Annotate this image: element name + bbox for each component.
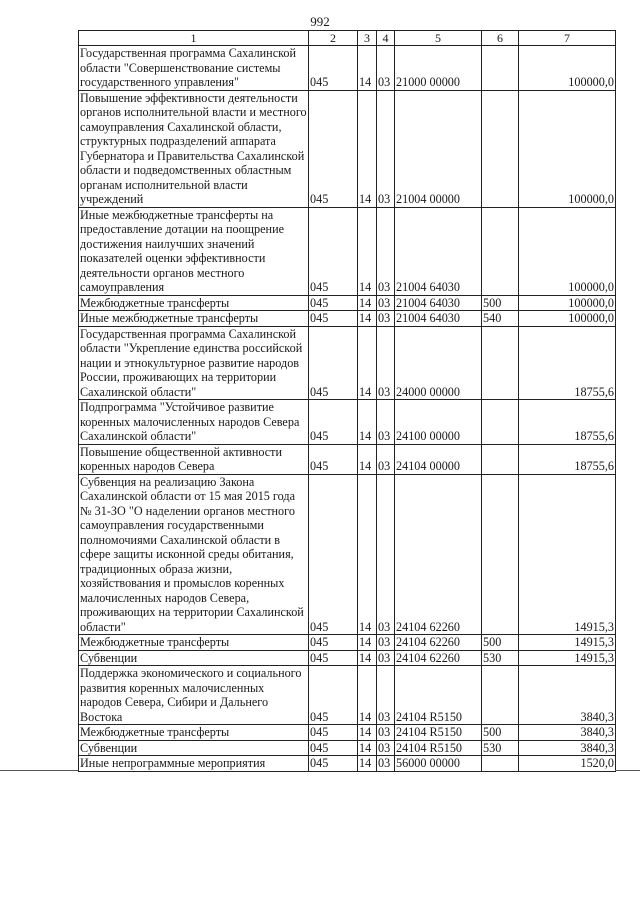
- column-header: 4: [377, 31, 395, 46]
- target-code-cell: 24104 R5150: [395, 725, 482, 741]
- target-code-cell: 21000 00000: [395, 46, 482, 91]
- amount-cell: 100000,0: [519, 46, 616, 91]
- admin-code-cell: 045: [309, 725, 358, 741]
- table-row: [79, 207, 616, 295]
- subsection-code-cell: 03: [377, 400, 395, 445]
- section-code-cell: 14: [358, 756, 377, 772]
- amount-cell: 18755,6: [519, 444, 616, 474]
- section-code-cell: 14: [358, 46, 377, 91]
- table-row: [79, 311, 616, 327]
- header-row: [79, 31, 616, 46]
- subsection-code-cell: 03: [377, 326, 395, 400]
- table-row: [79, 400, 616, 445]
- row-name-cell: Иные межбюджетные трансферты: [79, 311, 309, 327]
- section-code-cell: 14: [358, 666, 377, 725]
- section-code-cell: 14: [358, 740, 377, 756]
- admin-code-cell: 045: [309, 740, 358, 756]
- admin-code-cell: 045: [309, 444, 358, 474]
- target-code-cell: 21004 00000: [395, 90, 482, 207]
- admin-code-cell: 045: [309, 295, 358, 311]
- expense-type-cell: 500: [482, 295, 519, 311]
- subsection-code-cell: 03: [377, 90, 395, 207]
- section-code-cell: 14: [358, 474, 377, 635]
- admin-code-cell: 045: [309, 311, 358, 327]
- row-name-cell: Подпрограмма "Устойчивое развитие коренных малочисленных народов Севера Сахалинской области": [79, 400, 309, 445]
- subsection-code-cell: 03: [377, 207, 395, 295]
- amount-cell: 100000,0: [519, 207, 616, 295]
- expense-type-cell: 530: [482, 740, 519, 756]
- table-row: [79, 474, 616, 635]
- target-code-cell: 24104 62260: [395, 474, 482, 635]
- table-row: [79, 46, 616, 91]
- target-code-cell: 21004 64030: [395, 295, 482, 311]
- expense-type-cell: [482, 474, 519, 635]
- subsection-code-cell: 03: [377, 725, 395, 741]
- amount-cell: 14915,3: [519, 650, 616, 666]
- admin-code-cell: 045: [309, 90, 358, 207]
- target-code-cell: 21004 64030: [395, 207, 482, 295]
- target-code-cell: 24104 62260: [395, 650, 482, 666]
- admin-code-cell: 045: [309, 207, 358, 295]
- row-name-cell: Иные непрограммные мероприятия: [79, 756, 309, 772]
- scan-artifact-line: [615, 770, 640, 771]
- admin-code-cell: 045: [309, 635, 358, 651]
- row-name-cell: Государственная программа Сахалинской области "Совершенствование системы государственного управления": [79, 46, 309, 91]
- row-name-cell: Поддержка экономического и социального развития коренных малочисленных народов Севера, Сибири и Дальнего Востока: [79, 666, 309, 725]
- budget-table: [78, 30, 616, 772]
- target-code-cell: 24104 00000: [395, 444, 482, 474]
- section-code-cell: 14: [358, 311, 377, 327]
- subsection-code-cell: 03: [377, 46, 395, 91]
- section-code-cell: 14: [358, 635, 377, 651]
- table-row: [79, 295, 616, 311]
- subsection-code-cell: 03: [377, 295, 395, 311]
- table-row: [79, 326, 616, 400]
- expense-type-cell: [482, 756, 519, 772]
- amount-cell: 1520,0: [519, 756, 616, 772]
- page-number: 992: [310, 14, 330, 29]
- row-name-cell: Государственная программа Сахалинской области "Укрепление единства российской нации и этнокультурное развитие народов России, проживающих на территории Сахалинской области": [79, 326, 309, 400]
- target-code-cell: 24104 R5150: [395, 666, 482, 725]
- admin-code-cell: 045: [309, 326, 358, 400]
- subsection-code-cell: 03: [377, 635, 395, 651]
- target-code-cell: 24104 R5150: [395, 740, 482, 756]
- column-header: 5: [395, 31, 482, 46]
- row-name-cell: Межбюджетные трансферты: [79, 725, 309, 741]
- row-name-cell: Субвенции: [79, 740, 309, 756]
- amount-cell: 18755,6: [519, 400, 616, 445]
- target-code-cell: 24100 00000: [395, 400, 482, 445]
- amount-cell: 18755,6: [519, 326, 616, 400]
- subsection-code-cell: 03: [377, 474, 395, 635]
- expense-type-cell: [482, 90, 519, 207]
- row-name-cell: Повышение эффективности деятельности органов исполнительной власти и местного самоуправления Сахалинской области, структурных подразделений аппарата Губернатора и Правительства Сахалинской области и подведомственных областным органам исполнительной власти учреждений: [80, 90, 307, 206]
- row-name-cell: Повышение общественной активности коренных народов Севера: [79, 444, 309, 474]
- row-name-cell: Иные межбюджетные трансферты на предоставление дотации на поощрение достижения наилучших значений показателей оценки эффективности деятельности органов местного самоуправления: [79, 207, 309, 295]
- expense-type-cell: 530: [482, 650, 519, 666]
- expense-type-cell: 500: [482, 725, 519, 741]
- admin-code-cell: 045: [309, 46, 358, 91]
- section-code-cell: 14: [358, 90, 377, 207]
- target-code-cell: 21004 64030: [395, 311, 482, 327]
- admin-code-cell: 045: [309, 756, 358, 772]
- section-code-cell: 14: [358, 400, 377, 445]
- amount-cell: 100000,0: [519, 311, 616, 327]
- expense-type-cell: [482, 444, 519, 474]
- target-code-cell: 24104 62260: [395, 635, 482, 651]
- amount-cell: 100000,0: [519, 90, 616, 207]
- row-name-cell: Субвенция на реализацию Закона Сахалинской области от 15 мая 2015 года № 31-ЗО "О наделении органов местного самоуправления государственными полномочиями Сахалинской области в сфере защиты исконной среды обитания, традиционных образа жизни, хозяйствования и промыслов коренных малочисленных народов Севера, проживающих на территории Сахалинской области": [79, 474, 309, 635]
- section-code-cell: 14: [358, 326, 377, 400]
- table-row: [79, 740, 616, 756]
- table-row: [79, 635, 616, 651]
- admin-code-cell: 045: [309, 400, 358, 445]
- row-name-cell: Субвенции: [79, 650, 309, 666]
- section-code-cell: 14: [358, 444, 377, 474]
- subsection-code-cell: 03: [377, 650, 395, 666]
- expense-type-cell: [482, 666, 519, 725]
- amount-cell: 3840,3: [519, 740, 616, 756]
- expense-type-cell: [482, 326, 519, 400]
- amount-cell: 3840,3: [519, 725, 616, 741]
- table-row: [79, 444, 616, 474]
- expense-type-cell: [482, 46, 519, 91]
- scan-artifact-line: [0, 770, 78, 771]
- subsection-code-cell: 03: [377, 666, 395, 725]
- row-name-cell: Межбюджетные трансферты: [79, 295, 309, 311]
- row-name-cell: Межбюджетные трансферты: [79, 635, 309, 651]
- section-code-cell: 14: [358, 725, 377, 741]
- expense-type-cell: 540: [482, 311, 519, 327]
- expense-type-cell: [482, 400, 519, 445]
- column-header: 1: [79, 31, 309, 46]
- admin-code-cell: 045: [309, 650, 358, 666]
- admin-code-cell: 045: [309, 474, 358, 635]
- target-code-cell: 24000 00000: [395, 326, 482, 400]
- expense-type-cell: [482, 207, 519, 295]
- target-code-cell: 56000 00000: [395, 756, 482, 772]
- subsection-code-cell: 03: [377, 444, 395, 474]
- column-header: 3: [358, 31, 377, 46]
- admin-code-cell: 045: [309, 666, 358, 725]
- amount-cell: 100000,0: [519, 295, 616, 311]
- amount-cell: 3840,3: [519, 666, 616, 725]
- table-row: [79, 756, 616, 772]
- expense-type-cell: 500: [482, 635, 519, 651]
- column-header: 7: [519, 31, 616, 46]
- table-row: [79, 650, 616, 666]
- amount-cell: 14915,3: [519, 474, 616, 635]
- table-row: [79, 666, 616, 725]
- section-code-cell: 14: [358, 650, 377, 666]
- amount-cell: 14915,3: [519, 635, 616, 651]
- subsection-code-cell: 03: [377, 740, 395, 756]
- section-code-cell: 14: [358, 207, 377, 295]
- table-row: [79, 90, 616, 207]
- column-header: 6: [482, 31, 519, 46]
- table-row: [79, 725, 616, 741]
- section-code-cell: 14: [358, 295, 377, 311]
- column-header: 2: [309, 31, 358, 46]
- subsection-code-cell: 03: [377, 756, 395, 772]
- subsection-code-cell: 03: [377, 311, 395, 327]
